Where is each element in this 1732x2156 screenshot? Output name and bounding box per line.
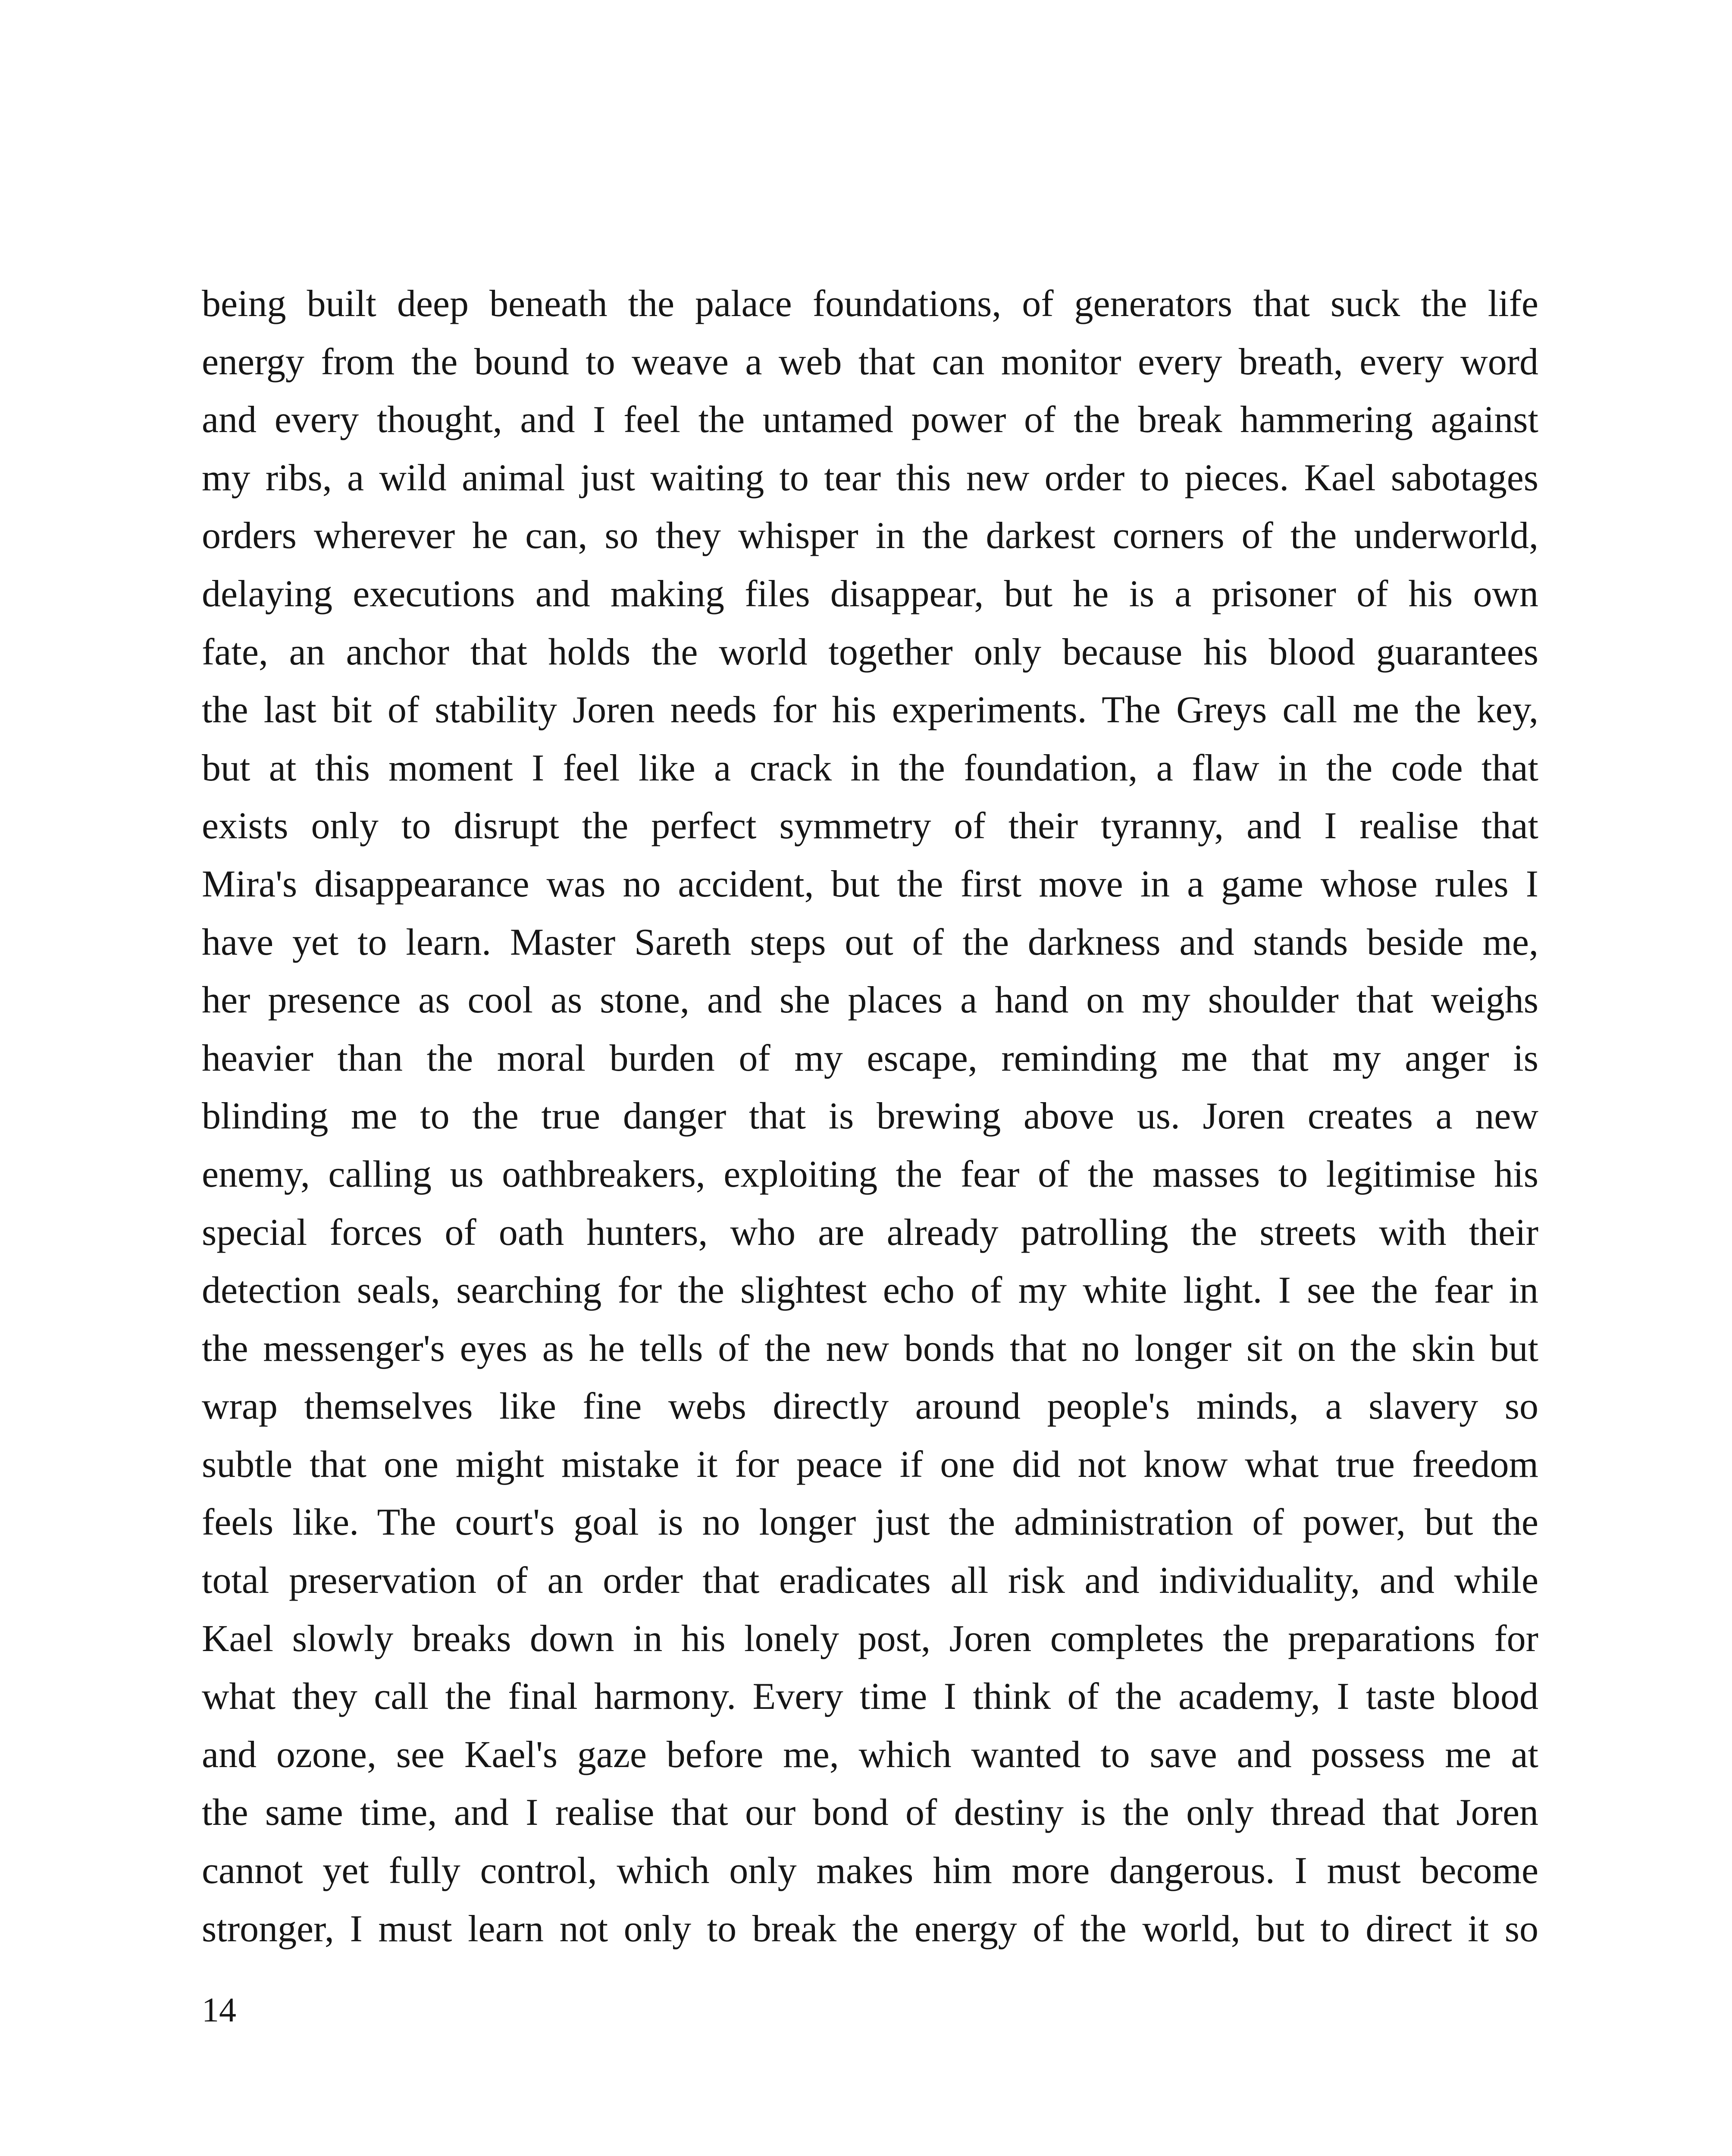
text-line: subtle that one might mistake it for peace if one did not know what true freedom — [202, 1443, 1538, 1485]
text-line: stronger, I must learn not only to break the energy of the world, but to direct it so — [202, 1908, 1538, 1950]
text-line: being built deep beneath the palace foundations, of generators that suck the life — [202, 283, 1538, 325]
text-line: but at this moment I feel like a crack in the foundation, a flaw in the code that — [202, 747, 1538, 789]
text-line: energy from the bound to weave a web that can monitor every breath, every word — [202, 341, 1538, 383]
body-text — [202, 275, 1538, 1958]
text-line: Kael slowly breaks down in his lonely post, Joren completes the preparations for — [202, 1617, 1538, 1660]
text-line: cannot yet fully control, which only makes him more dangerous. I must become — [202, 1850, 1538, 1892]
text-line: enemy, calling us oathbreakers, exploiting the fear of the masses to legitimise his — [202, 1153, 1538, 1195]
text-line: detection seals, searching for the slightest echo of my white light. I see the fear in — [202, 1269, 1538, 1312]
text-line: orders wherever he can, so they whisper in the darkest corners of the underworld, — [202, 515, 1538, 557]
text-line: feels like. The court's goal is no longer just the administration of power, but the — [202, 1501, 1538, 1544]
text-line: the messenger's eyes as he tells of the new bonds that no longer sit on the skin but — [202, 1327, 1538, 1369]
text-line: and ozone, see Kael's gaze before me, which wanted to save and possess me at — [202, 1733, 1538, 1776]
text-line: what they call the final harmony. Every time I think of the academy, I taste blood — [202, 1676, 1538, 1718]
text-line: and every thought, and I feel the untamed power of the break hammering against — [202, 399, 1538, 441]
text-line: fate, an anchor that holds the world together only because his blood guarantees — [202, 631, 1538, 673]
text-line: blinding me to the true danger that is brewing above us. Joren creates a new — [202, 1095, 1538, 1138]
text-line: my ribs, a wild animal just waiting to tear this new order to pieces. Kael sabotages — [202, 457, 1538, 499]
text-line: Mira's disappearance was no accident, but the first move in a game whose rules I — [202, 863, 1538, 905]
page-number: 14 — [202, 1991, 236, 2029]
text-line: total preservation of an order that eradicates all risk and individuality, and while — [202, 1560, 1538, 1602]
text-line: exists only to disrupt the perfect symmetry of their tyranny, and I realise that — [202, 805, 1538, 847]
text-line: wrap themselves like fine webs directly around people's minds, a slavery so — [202, 1385, 1538, 1428]
text-line: special forces of oath hunters, who are already patrolling the streets with their — [202, 1211, 1538, 1253]
text-line: have yet to learn. Master Sareth steps out of the darkness and stands beside me, — [202, 921, 1538, 963]
text-line: the last bit of stability Joren needs for his experiments. The Greys call me the key, — [202, 689, 1538, 731]
text-line: delaying executions and making files disappear, but he is a prisoner of his own — [202, 573, 1538, 615]
text-line: heavier than the moral burden of my escape, reminding me that my anger is — [202, 1037, 1538, 1079]
text-line: the same time, and I realise that our bond of destiny is the only thread that Joren — [202, 1792, 1538, 1834]
text-line: her presence as cool as stone, and she places a hand on my shoulder that weighs — [202, 979, 1538, 1022]
